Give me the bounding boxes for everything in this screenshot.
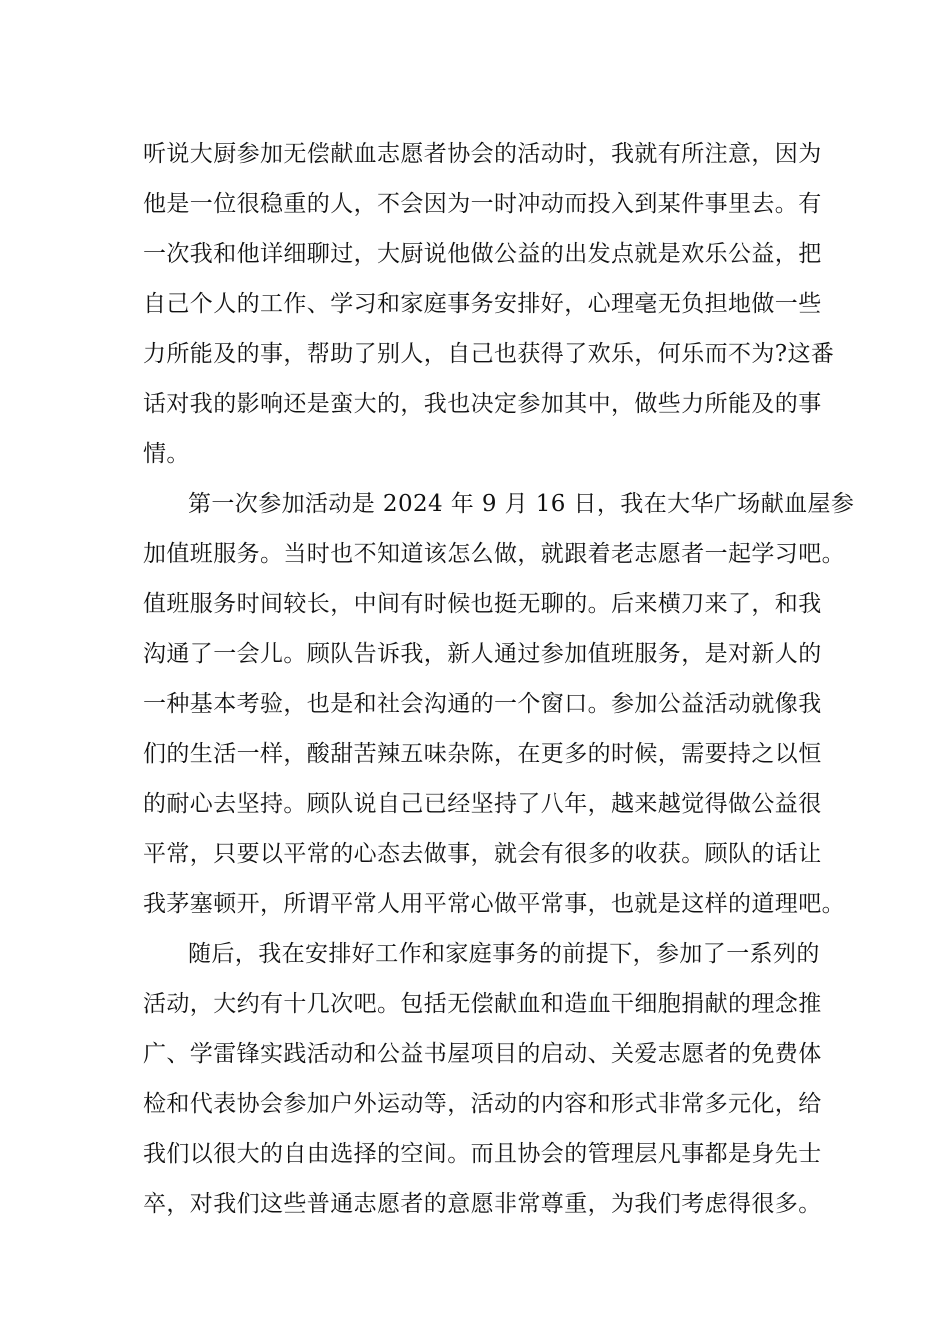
- paragraph-line: 广、学雷锋实践活动和公益书屋项目的启动、关爱志愿者的免费体: [143, 1041, 822, 1067]
- paragraph-line: 加值班服务。当时也不知道该怎么做，就跟着老志愿者一起学习吧。: [143, 541, 845, 567]
- paragraph-line: 情。: [143, 441, 190, 467]
- paragraph-line: 卒，对我们这些普通志愿者的意愿非常尊重，为我们考虑得很多。: [143, 1191, 822, 1217]
- paragraph-line: 平常，只要以平常的心态去做事，就会有很多的收获。顾队的话让: [143, 841, 822, 867]
- paragraph-line: 们的生活一样，酸甜苦辣五味杂陈，在更多的时候，需要持之以恒: [143, 741, 822, 767]
- paragraph-line: 力所能及的事，帮助了别人，自己也获得了欢乐，何乐而不为?这番: [143, 341, 835, 367]
- paragraph-line: 我茅塞顿开，所谓平常人用平常心做平常事，也就是这样的道理吧。: [143, 891, 845, 917]
- paragraph-line: 一次我和他详细聊过，大厨说他做公益的出发点就是欢乐公益，把: [143, 241, 822, 267]
- paragraph-line: 自己个人的工作、学习和家庭事务安排好，心理毫无负担地做一些: [143, 291, 822, 317]
- paragraph-line: 随后，我在安排好工作和家庭事务的前提下，参加了一系列的: [188, 941, 820, 967]
- paragraph-line: 的耐心去坚持。顾队说自己已经坚持了八年，越来越觉得做公益很: [143, 791, 822, 817]
- paragraph-line: 第一次参加活动是 2024 年 9 月 16 日，我在大华广场献血屋参: [188, 491, 855, 517]
- paragraph-1: [143, 129, 835, 479]
- paragraph-3: [143, 929, 822, 1229]
- paragraph-line: 检和代表协会参加户外运动等，活动的内容和形式非常多元化，给: [143, 1091, 822, 1117]
- paragraph-line: 话对我的影响还是蛮大的，我也决定参加其中，做些力所能及的事: [143, 391, 822, 417]
- document-body: [143, 129, 855, 1229]
- paragraph-line: 值班服务时间较长，中间有时候也挺无聊的。后来横刀来了，和我: [143, 591, 822, 617]
- paragraph-2: [143, 479, 855, 929]
- paragraph-line: 活动，大约有十几次吧。包括无偿献血和造血干细胞捐献的理念推: [143, 991, 822, 1017]
- paragraph-line: 听说大厨参加无偿献血志愿者协会的活动时，我就有所注意，因为: [143, 141, 822, 167]
- paragraph-line: 我们以很大的自由选择的空间。而且协会的管理层凡事都是身先士: [143, 1141, 822, 1167]
- paragraph-line: 一种基本考验，也是和社会沟通的一个窗口。参加公益活动就像我: [143, 691, 822, 717]
- paragraph-line: 他是一位很稳重的人，不会因为一时冲动而投入到某件事里去。有: [143, 191, 822, 217]
- paragraph-line: 沟通了一会儿。顾队告诉我，新人通过参加值班服务，是对新人的: [143, 641, 822, 667]
